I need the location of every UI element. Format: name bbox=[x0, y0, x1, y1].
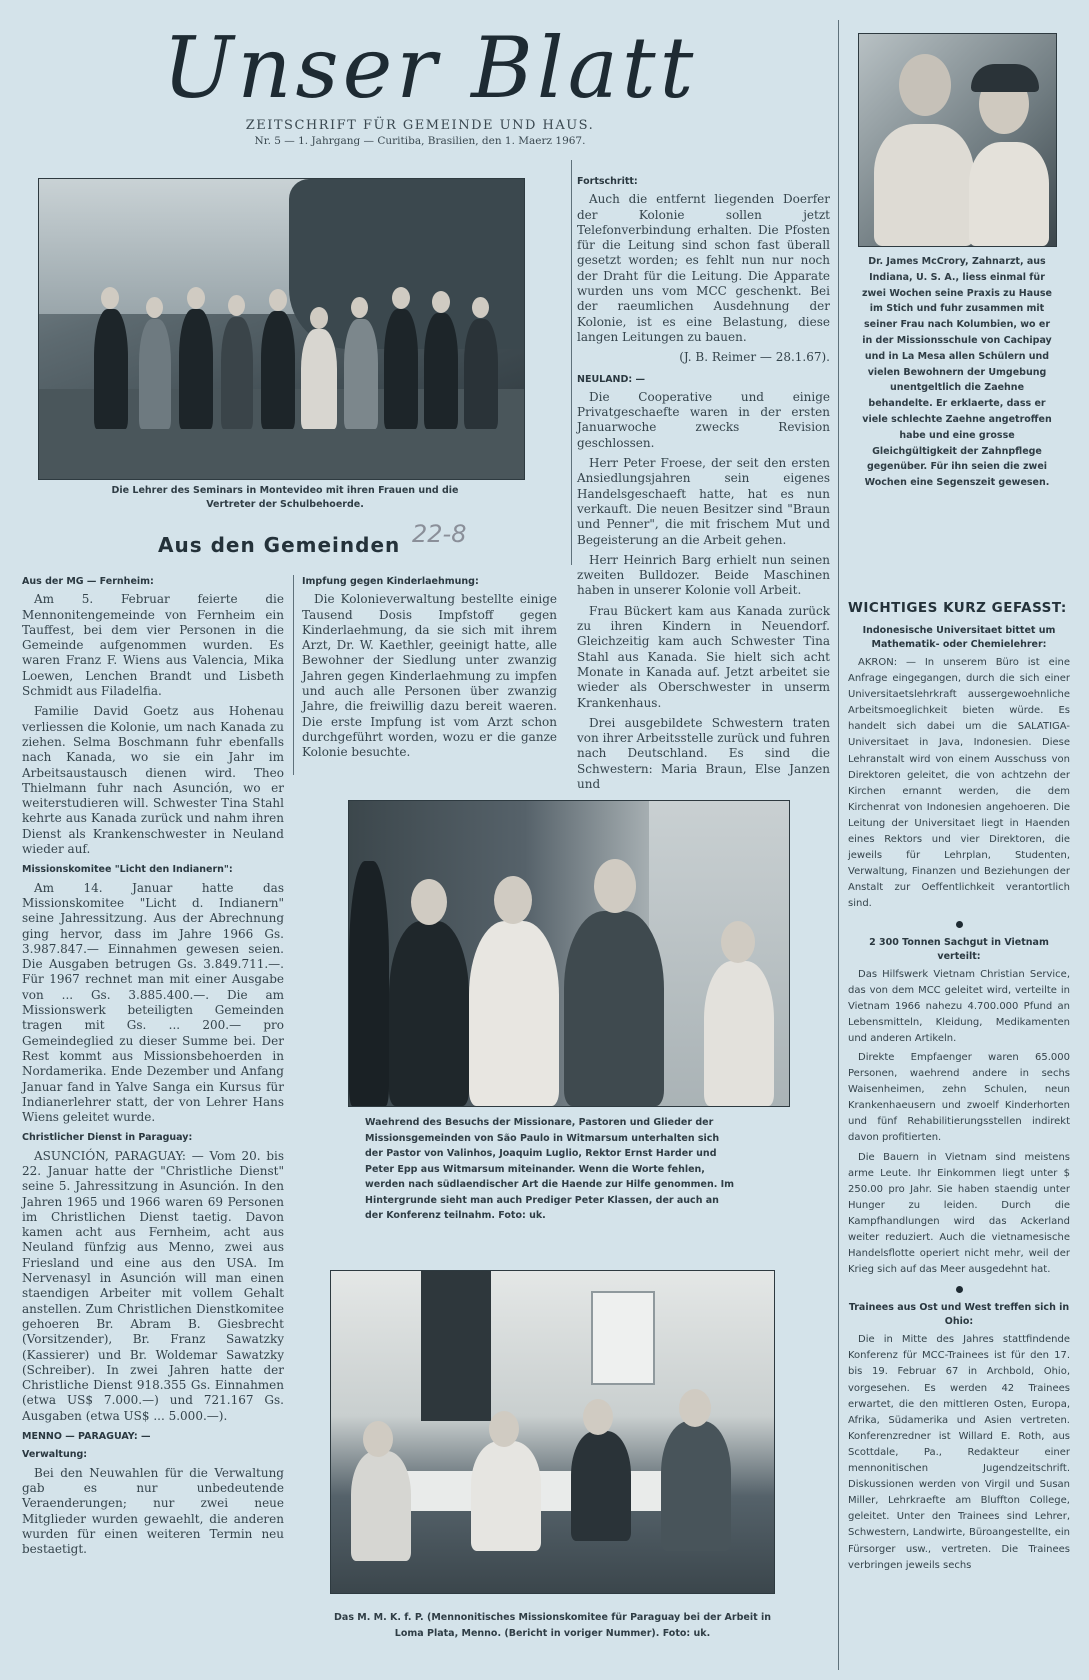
photo-person bbox=[471, 1441, 541, 1551]
heading-christlicher-dienst: Christlicher Dienst in Paraguay: bbox=[22, 1132, 193, 1144]
handwritten-note: 22-8 bbox=[412, 520, 467, 548]
text-neuland-2: Herr Peter Froese, der seit den ersten Ansiedlungsjahren sein eigenes Handelsgeschaeft hatte, hat es nun verkauft. Die neuen Besitzer sind "Braun und Penner", die mit frischem Mut und Begeisterung an die Arbeit gehen. bbox=[577, 456, 830, 547]
text-impfung: Die Kolonieverwaltung bestellte einige Tausend Dosis Impfstoff gegen Kinderlaehmung, da sie sich mit ihrem Arzt, Dr. W. Kaethler, geeinigt hatte, alle Bewohner der Siedlung unter zwanzig Jahren gegen Kinderlaehmung zu impfen und auch alle Personen über zwanzig Jahre, die freiwillig dazu bereit waeren. Die erste Impfung ist vom Arzt schon durchgeführt worden, wozu er die ganze Kolonie besuchte. bbox=[302, 592, 557, 760]
photo-person-head bbox=[679, 1389, 711, 1427]
photo-person-head bbox=[432, 291, 450, 313]
photo-person bbox=[179, 309, 213, 429]
indonesien-block bbox=[848, 655, 1070, 913]
photo-person-head bbox=[269, 289, 287, 311]
heading-vietnam: 2 300 Tonnen Sachgut in Vietnam verteilt: bbox=[869, 936, 1049, 962]
photo-person bbox=[349, 861, 389, 1106]
photo-person-head bbox=[228, 295, 245, 316]
heading-verwaltung: Verwaltung: bbox=[22, 1449, 88, 1461]
photo-person-head bbox=[363, 1421, 393, 1457]
photo-committee-meeting bbox=[330, 1270, 775, 1594]
heading-menno-paraguay: MENNO — PARAGUAY: — bbox=[22, 1431, 151, 1443]
photo-person bbox=[469, 921, 559, 1106]
photo-person bbox=[344, 319, 378, 429]
photo-person bbox=[564, 911, 664, 1106]
photo-person-head bbox=[146, 297, 163, 318]
text-trainees: Die in Mitte des Jahres stattfindende Konferenz für MCC-Trainees ist für den 17. bis 19. Februar 67 in Archbold, Ohio, vorgesehen. Es werden 42 Trainees erwartet, die den mittleren Osten, Europa, Afrika, Südamerika und Asien vertreten. Konferenzredner ist Willard E. Roth, aus Scottdale, Pa., Redakteur einer mennonitischen Jugendzeitschrift. Diskussionen werden von Virgil und Susan Miller, Lehrkraefte am Bluffton College, geleitet. Unter den Trainees sind Lehrer, Schwestern, Landwirte, Büroangestellte, ein Fürsorger usw., vertreten. Die Trainees verbringen jeweils sechs bbox=[848, 1334, 1070, 1571]
text-neuland-5: Drei ausgebildete Schwestern traten von ihrer Arbeitsstelle zurück und fuhren nach Deutschland. Es sind die Schwestern: Maria Braun, Else Janzen und bbox=[577, 715, 830, 791]
masthead-title: Unser Blatt bbox=[162, 19, 698, 117]
photo-witmarsum-visit bbox=[348, 800, 790, 1107]
right-column-title: WICHTIGES KURZ GEFASST: bbox=[848, 600, 1067, 616]
photo-committee-caption: Das M. M. K. f. P. (Mennonitisches Missionskomitee für Paraguay bei der Arbeit in Loma Plata, Menno. (Bericht in voriger Nummer). Foto: uk. bbox=[334, 1612, 771, 1639]
photo-person bbox=[571, 1431, 631, 1541]
photo-person-head bbox=[411, 879, 447, 925]
heading-indonesien: Indonesische Universitaet bittet um Mathematik- oder Chemielehrer: bbox=[862, 625, 1056, 650]
trainees-block bbox=[848, 1332, 1070, 1573]
photo-man-face bbox=[899, 54, 951, 116]
heading-fortschritt: Fortschritt: bbox=[577, 176, 638, 187]
photo-witmarsum-caption: Waehrend des Besuchs der Missionare, Pastoren und Glieder der Missionsgemeinden von São Paulo in Witmarsum unterhalten sich der Pastor von Valinhos, Joaquim Luglio, Rektor Ernst Harder und Peter Epp aus Witmarsum miteinander. Wenn die Worte fehlen, werden nach südlaendischer Art die Haende zur Hilfe genommen. Im Hintergrunde sieht man auch Prediger Peter Klassen, der auch an der Konferenz teilnahm. Foto: uk. bbox=[365, 1117, 735, 1221]
text-vietnam-3: Die Bauern in Vietnam sind meistens arme Leute. Ihr Einkommen liegt unter $ 250.00 pro Jahr. Sie haben staendig unter Hunger zu leiden. Durch die Kampfhandlungen wird das Ackerland weiter reduziert. Auch die vietnamesische Handelsflotte operiert nicht mehr, weil der Krieg sich auf das Meer ausgedehnt hat. bbox=[848, 1151, 1070, 1276]
masthead-subtitle: ZEITSCHRIFT FÜR GEMEINDE UND HAUS. bbox=[245, 118, 595, 133]
text-vietnam-1: Das Hilfswerk Vietnam Christian Service, das von dem MCC geleitet wird, verteilte in Vietnam 1966 nahezu 4.700.000 Pfund an Lebensmitteln, Kleidung, Medikamenten und anderen Artikeln. bbox=[848, 968, 1070, 1044]
photo-person-head bbox=[351, 297, 368, 318]
photo-person bbox=[384, 309, 418, 429]
text-mg-fernheim-1: Am 5. Februar feierte die Mennonitengemeinde von Fernheim ein Tauffest, bei dem vier Personen in die Gemeinde aufgenommen wurden. Es waren Franz F. Wiens aus Valencia, Mika Loewen, Lenchen Brandt und Lisbeth Schmidt aus Filadelfia. bbox=[22, 592, 284, 699]
photo-person-head bbox=[187, 287, 205, 309]
column-rule-right bbox=[838, 20, 839, 1670]
text-neuland-3: Herr Heinrich Barg erhielt nun seinen zweiten Bulldozer. Beide Maschinen haben in unserer Kolonie voll Arbeit. bbox=[577, 552, 830, 598]
photo-person-head bbox=[101, 287, 119, 309]
photo-dentist-caption: Dr. James McCrory, Zahnarzt, aus Indiana, U. S. A., liess einmal für zwei Wochen seine Praxis zu Hause im Stich und fuhr zusammen mit seiner Frau nach Kolumbien, wo er in der Missionsschule von Cachipay und in La Mesa allen Schülern und vielen Bewohnern der Umgebung unentgeltlich die Zaehne behandelte. Er erklaerte, dass er viele schlechte Zaehne angetroffen habe und eine grosse Gleichgültigkeit der Zahnpflege gegenüber. Für ihn seien die zwei Wochen eine Segenszeit gewesen. bbox=[862, 256, 1052, 489]
photo-person bbox=[301, 329, 337, 429]
issue-line: Nr. 5 — 1. Jahrgang — Curitiba, Brasilien, den 1. Maerz 1967. bbox=[254, 135, 586, 147]
signature-fortschritt: (J. B. Reimer — 28.1.67). bbox=[679, 350, 830, 365]
text-christlicher-dienst: ASUNCIÓN, PARAGUAY: — Vom 20. bis 22. Januar hatte der "Christliche Dienst" seine 5. Jahressitzung in Asunción. In den Jahren 1965 und 1966 waren 69 Personen im Christlichen Dienst taetig. Davon kamen acht aus Fernheim, acht aus Neuland fünfzig aus Menno, zwei aus Friesland und eine aus den USA. Im Nervenasyl in Asunción will man einen staendigen Arbeiter mit vollem Gehalt anstellen. Zum Christlichen Dienstkomitee gehoeren Br. Abram B. Giesbrecht (Vorsitzender), Br. Franz Sawatzky (Kassierer) und Br. Woldemar Sawatzky (Schreiber). In zwei Jahren hatte der Christliche Dienst 918.355 Gs. Einnahmen (etwa US$ 7.000.—) und 721.167 Gs. Ausgaben (etwa US$ ... 5.000.—). bbox=[22, 1148, 284, 1423]
text-fortschritt: Auch die entfernt liegenden Doerfer der Kolonie sollen jetzt Telefonverbindung erhalten. Die Pfosten für die Leitung sind schon fast überall gesetzt worden; es fehlt nun nur noch der Draht für die Leitung. Die Apparate wurden uns vom MCC geschenkt. Bei der raeumlichen Ausdehnung der Kolonie, ist es eine Belastung, diese langen Leitungen zu bauen. bbox=[577, 192, 830, 344]
text-vietnam-2: Direkte Empfaenger waren 65.000 Personen, waehrend andere in sechs Waisenheimen, zehn Schulen, neun Krankenhaeusern und zwoelf Kinderhorten und fünf Rehabilitierungsstellen indirekt davon profitierten. bbox=[848, 1051, 1070, 1144]
photo-window bbox=[591, 1291, 655, 1385]
photo-person-head bbox=[489, 1411, 519, 1447]
photo-teachers-caption: Die Lehrer des Seminars in Montevideo mit ihren Frauen und die Vertreter der Schulbehoerde. bbox=[111, 485, 459, 510]
photo-person-head bbox=[583, 1399, 613, 1435]
heading-trainees: Trainees aus Ost und West treffen sich in Ohio: bbox=[848, 1302, 1070, 1328]
text-missionskomitee: Am 14. Januar hatte das Missionskomitee "Licht d. Indianern" seine Jahressitzung. Aus der Abrechnung ging hervor, dass im Jahre 1966 Gs. 3.987.847.— Einnahmen gewesen seien. Die Ausgaben betrugen Gs. 3.849.711.—. Für 1967 rechnet man mit einer Ausgabe von ... Gs. 3.885.400.—. Die am Missionswerk beteiligten Gemeinden tragen mit Gs. ... 200.— pro Gemeindeglied zu dieser Summe bei. Der Rest kommt aus Missionsbehoerden in Nordamerika. Ende Dezember und Anfang Januar fand in Yalve Sanga ein Kursus für Indianerlehrer statt, der von Lehrer Hans Wiens geleitet wurde. bbox=[22, 880, 284, 1125]
text-verwaltung: Bei den Neuwahlen für die Verwaltung gab es nur unbedeutende Veraenderungen; nur zwei neue Mitglieder wurden gewaehlt, die anderen wurden für einen weiteren Termin neu bestaetigt. bbox=[22, 1465, 284, 1557]
heading-missionskomitee: Missionskomitee "Licht den Indianern": bbox=[22, 864, 233, 876]
photo-dentist-couple bbox=[858, 33, 1057, 247]
photo-person bbox=[221, 317, 253, 429]
left-column bbox=[22, 572, 284, 1562]
heading-mg-fernheim: Aus der MG — Fernheim: bbox=[22, 576, 154, 587]
photo-woman-coat bbox=[969, 142, 1049, 246]
bullet-separator bbox=[956, 921, 963, 928]
photo-person-head bbox=[721, 921, 755, 963]
photo-person bbox=[94, 309, 128, 429]
photo-person bbox=[389, 921, 469, 1106]
photo-door bbox=[421, 1271, 491, 1421]
section-title: Aus den Gemeinden bbox=[158, 533, 401, 557]
photo-person bbox=[139, 319, 171, 429]
top-middle-column bbox=[577, 172, 830, 797]
photo-person bbox=[351, 1451, 411, 1561]
vietnam-block bbox=[848, 967, 1070, 1279]
photo-person bbox=[424, 313, 458, 429]
photo-person-head bbox=[392, 287, 410, 309]
middle-column bbox=[302, 572, 557, 766]
photo-person bbox=[661, 1421, 731, 1551]
photo-person-head bbox=[472, 297, 489, 318]
photo-woman-hair bbox=[971, 64, 1039, 92]
photo-person bbox=[261, 311, 295, 429]
text-neuland-1: Die Cooperative und einige Privatgeschaefte waren in der ersten Januarwoche zwecks Revision geschlossen. bbox=[577, 389, 830, 450]
heading-impfung: Impfung gegen Kinderlaehmung: bbox=[302, 576, 479, 587]
photo-person-head bbox=[494, 876, 532, 924]
photo-man-coat bbox=[874, 124, 974, 246]
bullet-separator bbox=[956, 1286, 963, 1293]
photo-person-head bbox=[310, 307, 328, 329]
text-neuland-4: Frau Bückert kam aus Kanada zurück zu ihren Kindern in Neuendorf. Gleichzeitig kam auch Schwester Tina Stahl aus Kanada. Sie hielt sich acht Monate in Kanada auf. Jetzt arbeitet sie wieder als Oberschwester in unserm Krankenhaus. bbox=[577, 603, 830, 710]
photo-person-head bbox=[594, 859, 636, 913]
heading-neuland: NEULAND: — bbox=[577, 373, 646, 385]
photo-person bbox=[704, 961, 774, 1106]
photo-teachers-group bbox=[38, 178, 525, 480]
right-column bbox=[848, 600, 1070, 1577]
text-mg-fernheim-2: Familie David Goetz aus Hohenau verliessen die Kolonie, um nach Kanada zu ziehen. Selma Boschmann fuhr ebenfalls nach Kanada, wo sie ein Jahr im Arbeitsaustausch dienen wird. Theo Thielmann fuhr nach Asunción, wo er weiterstudieren will. Schwester Tina Stahl kehrte aus Kanada zurück und nahm ihren Dienst als Krankenschwester in Neuland wieder auf. bbox=[22, 704, 284, 857]
column-rule-mid bbox=[293, 575, 294, 775]
photo-person bbox=[464, 319, 498, 429]
column-rule bbox=[571, 160, 572, 565]
text-indonesien: AKRON: — In unserem Büro ist eine Anfrage eingegangen, durch die sich einer Universitaetslehrkraft aussergewoehnliche Arbeitsmoeglichkeit bieten würde. Es handelt sich dabei um die SALATIGA-Universitaet in Java, Indonesien. Diese Lehranstalt wird von einem Ausschuss von Direktoren geleitet, die von achtzehn der Kirchen ernannt werden, die dem Kirchenrat von Indonesien angehoeren. Die Leitung der Universitaet liegt in Haenden eines Rektors und vier Direktoren, die jeweils für Lehrplan, Studenten, Verwaltung, Finanzen und Beziehungen der Anstalt zur Oeffentlichkeit verantortlich sind. bbox=[848, 657, 1070, 910]
